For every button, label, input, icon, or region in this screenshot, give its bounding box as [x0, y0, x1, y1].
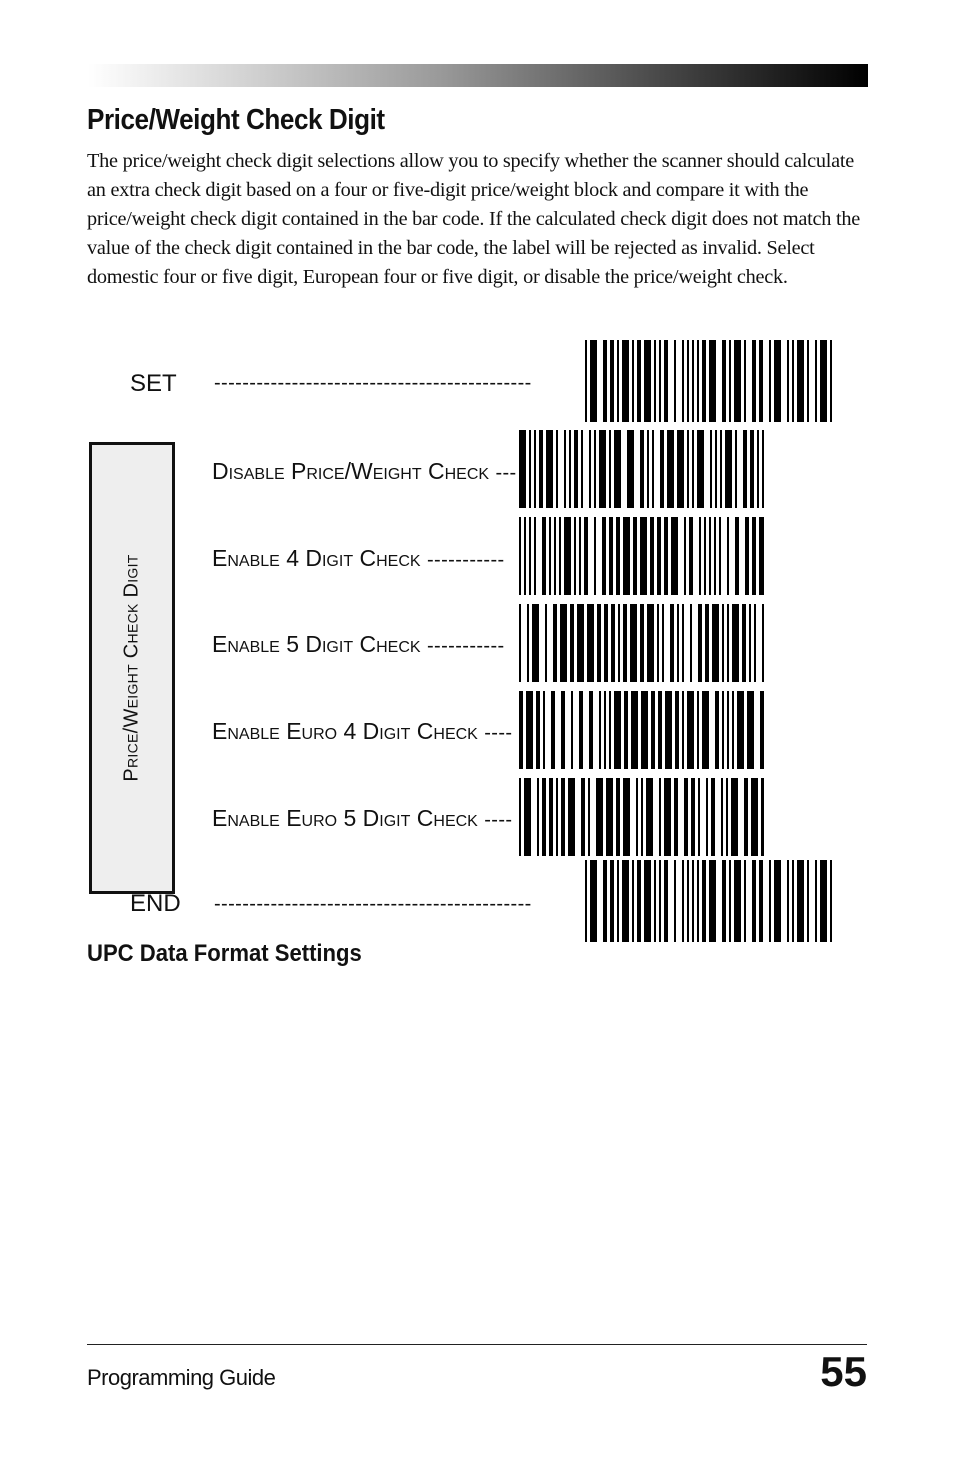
barcode-bar: [624, 691, 628, 769]
option-leader: ----: [484, 722, 513, 744]
barcode-bar: [571, 691, 573, 769]
barcode-bar: [627, 430, 634, 508]
barcode-bar: [682, 604, 684, 682]
barcode-bar: [559, 517, 561, 595]
barcode-bar: [549, 778, 553, 856]
barcode-bar: [687, 340, 689, 422]
barcode-bar: [585, 860, 587, 942]
barcode-bar: [585, 340, 587, 422]
barcode-bar: [691, 778, 695, 856]
barcode-bar: [534, 430, 536, 508]
barcode-bar: [792, 340, 794, 422]
barcode-bar: [609, 517, 613, 595]
barcode-bar: [712, 604, 719, 682]
barcode-bar: [604, 691, 606, 769]
barcode-bar: [706, 778, 708, 856]
barcode-bar: [616, 517, 620, 595]
option-label: Enable 4 Digit Check: [212, 545, 421, 571]
barcode-bar: [675, 691, 679, 769]
barcode-bar: [657, 604, 659, 682]
barcode-bar: [711, 778, 715, 856]
barcode-bar: [759, 517, 764, 595]
enable-euro-5-digit-barcode[interactable]: [519, 778, 764, 856]
barcode-bar: [752, 340, 756, 422]
barcode-bar: [830, 860, 832, 942]
barcode-bar: [526, 691, 533, 769]
barcode-bar: [651, 691, 655, 769]
option-label: Enable Euro 4 Digit Check: [212, 718, 478, 744]
barcode-bar: [721, 778, 723, 856]
barcode-bar: [551, 691, 555, 769]
header-gradient-bar: [88, 64, 868, 87]
barcode-bar: [660, 430, 664, 508]
barcode-bar: [727, 691, 729, 769]
barcode-bar: [687, 860, 689, 942]
barcode-bar: [536, 691, 540, 769]
barcode-bar: [519, 430, 526, 508]
barcode-bar: [644, 340, 651, 422]
barcode-bar: [705, 604, 709, 682]
barcode-bar: [702, 691, 709, 769]
barcode-bar: [697, 691, 699, 769]
barcode-bar: [774, 340, 781, 422]
barcode-bar: [623, 778, 630, 856]
barcode-bar: [744, 778, 748, 856]
barcode-bar: [682, 691, 684, 769]
end-barcode[interactable]: [585, 860, 833, 942]
barcode-bar: [750, 430, 754, 508]
barcode-bar: [807, 860, 809, 942]
barcode-bar: [702, 860, 706, 942]
barcode-bar: [684, 778, 688, 856]
barcode-bar: [697, 340, 699, 422]
option-enable-4-digit: [212, 545, 505, 572]
barcode-bar: [519, 604, 521, 682]
barcode-bar: [670, 604, 674, 682]
barcode-bar: [715, 430, 717, 508]
barcode-bar: [631, 691, 638, 769]
barcode-bar: [714, 517, 716, 595]
barcode-bar: [719, 517, 721, 595]
barcode-bar: [588, 778, 590, 856]
barcode-bar: [652, 430, 654, 508]
barcode-bar: [674, 778, 678, 856]
barcode-bar: [556, 778, 558, 856]
enable-4-digit-barcode[interactable]: [519, 517, 764, 595]
barcode-bar: [722, 340, 726, 422]
barcode-bar: [640, 430, 644, 508]
set-barcode[interactable]: [585, 340, 833, 422]
barcode-bar: [722, 604, 724, 682]
barcode-bar: [751, 778, 758, 856]
barcode-bar: [549, 517, 551, 595]
barcode-bar: [546, 430, 553, 508]
barcode-bar: [529, 517, 531, 595]
barcode-bar: [759, 860, 763, 942]
barcode-bar: [597, 604, 601, 682]
barcode-bar: [556, 430, 558, 508]
barcode-bar: [568, 778, 575, 856]
barcode-bar: [715, 691, 719, 769]
barcode-bar: [604, 604, 608, 682]
barcode-bar: [752, 860, 756, 942]
barcode-bar: [729, 860, 731, 942]
barcode-bar: [692, 430, 694, 508]
barcode-bar: [581, 430, 583, 508]
barcode-bar: [599, 430, 606, 508]
barcode-bar: [769, 860, 771, 942]
barcode-bar: [787, 340, 789, 422]
barcode-bar: [760, 691, 764, 769]
barcode-bar: [519, 517, 521, 595]
barcode-bar: [674, 340, 676, 422]
barcode-bar: [769, 340, 771, 422]
barcode-bar: [761, 778, 764, 856]
barcode-bar: [749, 604, 751, 682]
barcode-bar: [647, 604, 654, 682]
barcode-bar: [664, 778, 671, 856]
barcode-bar: [815, 860, 817, 942]
option-label: Enable 5 Digit Check: [212, 631, 421, 657]
barcode-bar: [636, 778, 638, 856]
barcode-bar: [632, 340, 634, 422]
barcode-bar: [570, 604, 574, 682]
option-label: Enable Euro 5 Digit Check: [212, 805, 478, 831]
barcode-bar: [587, 604, 594, 682]
barcode-bar: [618, 604, 620, 682]
barcode-bar: [584, 517, 588, 595]
barcode-bar: [610, 340, 614, 422]
barcode-bar: [659, 860, 661, 942]
enable-euro-4-digit-barcode[interactable]: [519, 691, 764, 769]
barcode-bar: [710, 430, 712, 508]
barcode-bar: [664, 860, 668, 942]
barcode-bar: [596, 778, 603, 856]
barcode-bar: [792, 860, 794, 942]
end-leader: ---------------------------------------------: [214, 893, 532, 915]
barcode-bar: [732, 691, 734, 769]
barcode-bar: [564, 517, 571, 595]
barcode-bar: [742, 604, 746, 682]
barcode-bar: [820, 860, 827, 942]
barcode-bar: [524, 778, 531, 856]
barcode-bar: [654, 860, 656, 942]
set-leader: ---------------------------------------------: [214, 372, 532, 394]
barcode-bar: [727, 604, 729, 682]
enable-5-digit-barcode[interactable]: [519, 604, 764, 682]
barcode-bar: [697, 860, 699, 942]
barcode-bar: [579, 517, 581, 595]
barcode-bar: [534, 517, 536, 595]
barcode-bar: [687, 691, 694, 769]
barcode-bar: [569, 430, 571, 508]
barcode-bar: [561, 691, 565, 769]
barcode-bar: [759, 340, 763, 422]
barcode-bar: [690, 604, 692, 682]
barcode-bar: [722, 860, 726, 942]
set-label: SET: [130, 370, 177, 397]
barcode-bar: [722, 691, 724, 769]
barcode-bar: [745, 517, 749, 595]
barcode-bar: [657, 517, 661, 595]
barcode-bar: [637, 340, 641, 422]
barcode-bar: [729, 340, 731, 422]
barcode-bar: [616, 778, 620, 856]
barcode-bar: [646, 778, 653, 856]
barcode-bar: [564, 430, 566, 508]
barcode-bar: [574, 517, 576, 595]
barcode-bar: [519, 778, 521, 856]
barcode-bar: [630, 604, 637, 682]
barcode-bar: [647, 430, 649, 508]
barcode-bar: [698, 604, 702, 682]
barcode-bar: [537, 778, 539, 856]
barcode-bar: [617, 860, 619, 942]
barcode-bar: [709, 517, 711, 595]
barcode-bar: [632, 860, 634, 942]
barcode-bar: [542, 517, 546, 595]
barcode-bar: [725, 430, 732, 508]
barcode-bar: [743, 430, 747, 508]
barcode-bar: [659, 340, 661, 422]
intro-paragraph: The price/weight check digit selections allow you to specify whether the scanner should calculate an extra check digit based on a four or five-digit price/weight block and compare it with the price/weight check digit contained in the bar code. If the calculated check digit does not match the value of the check digit contained in the bar code, the label will be rejected as invalid. Select domestic four or five digit, European four or five digit, or disable the price/weight check.: [87, 150, 860, 288]
barcode-bar: [603, 340, 607, 422]
barcode-bar: [610, 860, 614, 942]
barcode-bar: [734, 340, 741, 422]
barcode-bar: [527, 604, 529, 682]
option-enable-euro-5-digit: [212, 805, 512, 832]
barcode-bar: [732, 604, 739, 682]
barcode-bar: [682, 340, 684, 422]
barcode-bar: [671, 517, 678, 595]
barcode-bar: [603, 860, 607, 942]
barcode-bar: [752, 517, 756, 595]
barcode-bar: [709, 340, 716, 422]
barcode-bar: [579, 691, 583, 769]
option-enable-euro-4-digit: [212, 718, 512, 745]
option-leader: ---: [495, 462, 517, 484]
barcode-bar: [677, 430, 684, 508]
barcode-bar: [577, 604, 584, 682]
barcode-bar: [590, 340, 597, 422]
barcode-bar: [720, 430, 722, 508]
barcode-bar: [692, 860, 694, 942]
barcode-bar: [774, 860, 781, 942]
side-section-box: [89, 442, 175, 894]
barcode-bar: [735, 517, 739, 595]
barcode-bar: [561, 778, 565, 856]
barcode-bar: [640, 604, 644, 682]
barcode-bar: [820, 340, 827, 422]
barcode-bar: [664, 517, 668, 595]
barcode-bar: [692, 340, 694, 422]
barcode-bar: [614, 430, 621, 508]
barcode-bar: [787, 860, 789, 942]
barcode-bar: [699, 517, 701, 595]
barcode-bar: [602, 517, 606, 595]
barcode-bar: [762, 604, 764, 682]
barcode-bar: [687, 430, 689, 508]
barcode-bar: [734, 860, 741, 942]
option-enable-5-digit: [212, 631, 505, 658]
barcode-bar: [754, 604, 756, 682]
option-leader: -----------: [426, 635, 505, 657]
barcode-bar: [709, 860, 716, 942]
barcode-bar: [606, 778, 613, 856]
barcode-bar: [594, 430, 596, 508]
barcode-bar: [622, 340, 629, 422]
end-label: END: [130, 890, 181, 917]
footer-guide-title: Programming Guide: [87, 1365, 276, 1390]
barcode-bar: [599, 691, 601, 769]
barcode-bar: [744, 860, 746, 942]
barcode-bar: [704, 517, 706, 595]
option-leader: ----: [484, 809, 513, 831]
barcode-bar: [594, 517, 596, 595]
barcode-bar: [689, 517, 693, 595]
barcode-bar: [611, 604, 615, 682]
barcode-bar: [664, 340, 668, 422]
barcode-bar: [659, 778, 661, 856]
barcode-bar: [684, 517, 686, 595]
barcode-bar: [617, 340, 619, 422]
barcode-bar: [644, 860, 651, 942]
barcode-bar: [581, 778, 585, 856]
barcode-bar: [667, 430, 674, 508]
barcode-bar: [815, 340, 817, 422]
barcode-bar: [698, 778, 700, 856]
barcode-bar: [727, 517, 729, 595]
barcode-bar: [747, 691, 754, 769]
barcode-bar: [731, 778, 738, 856]
barcode-bar: [677, 604, 679, 682]
barcode-bar: [623, 517, 630, 595]
barcode-bar: [682, 860, 684, 942]
barcode-bar: [553, 604, 557, 682]
barcode-bar: [757, 430, 759, 508]
barcode-bar: [519, 691, 523, 769]
barcode-bar: [554, 517, 556, 595]
disable-check-barcode[interactable]: [519, 430, 764, 508]
barcode-bar: [542, 778, 546, 856]
section-subheading: UPC Data Format Settings: [87, 940, 362, 967]
barcode-bar: [641, 691, 648, 769]
barcode-bar: [797, 340, 804, 422]
barcode-bar: [744, 340, 746, 422]
option-disable-check: [212, 458, 517, 485]
barcode-bar: [797, 860, 804, 942]
barcode-bar: [726, 778, 728, 856]
barcode-bar: [735, 430, 737, 508]
option-leader: -----------: [426, 549, 505, 571]
barcode-bar: [609, 430, 611, 508]
barcode-bar: [622, 860, 629, 942]
barcode-bar: [650, 517, 654, 595]
barcode-bar: [545, 604, 547, 682]
barcode-bar: [589, 691, 593, 769]
barcode-bar: [658, 691, 662, 769]
option-label: Disable Price/Weight Check: [212, 458, 490, 484]
side-section-label: Price/Weight Check Digit: [120, 554, 143, 782]
barcode-bar: [609, 691, 611, 769]
barcode-bar: [702, 340, 706, 422]
barcode-bar: [543, 691, 545, 769]
barcode-bar: [662, 604, 664, 682]
barcode-bar: [529, 430, 531, 508]
barcode-bar: [762, 430, 764, 508]
barcode-bar: [614, 691, 621, 769]
page-title: Price/Weight Check Digit: [87, 104, 385, 136]
barcode-bar: [560, 604, 567, 682]
barcode-bar: [623, 604, 627, 682]
page-number: 55: [820, 1348, 867, 1395]
barcode-bar: [674, 860, 676, 942]
barcode-bar: [574, 430, 578, 508]
barcode-bar: [637, 860, 641, 942]
barcode-bar: [589, 430, 591, 508]
barcode-bar: [590, 860, 597, 942]
barcode-bar: [532, 604, 539, 682]
barcode-bar: [633, 517, 637, 595]
barcode-bar: [524, 517, 526, 595]
barcode-bar: [830, 340, 832, 422]
barcode-bar: [697, 430, 704, 508]
barcode-bar: [641, 778, 643, 856]
barcode-bar: [654, 340, 656, 422]
barcode-bar: [665, 691, 672, 769]
footer-rule: [87, 1344, 867, 1345]
barcode-bar: [539, 430, 543, 508]
barcode-bar: [807, 340, 809, 422]
barcode-bar: [640, 517, 647, 595]
barcode-bar: [737, 691, 744, 769]
